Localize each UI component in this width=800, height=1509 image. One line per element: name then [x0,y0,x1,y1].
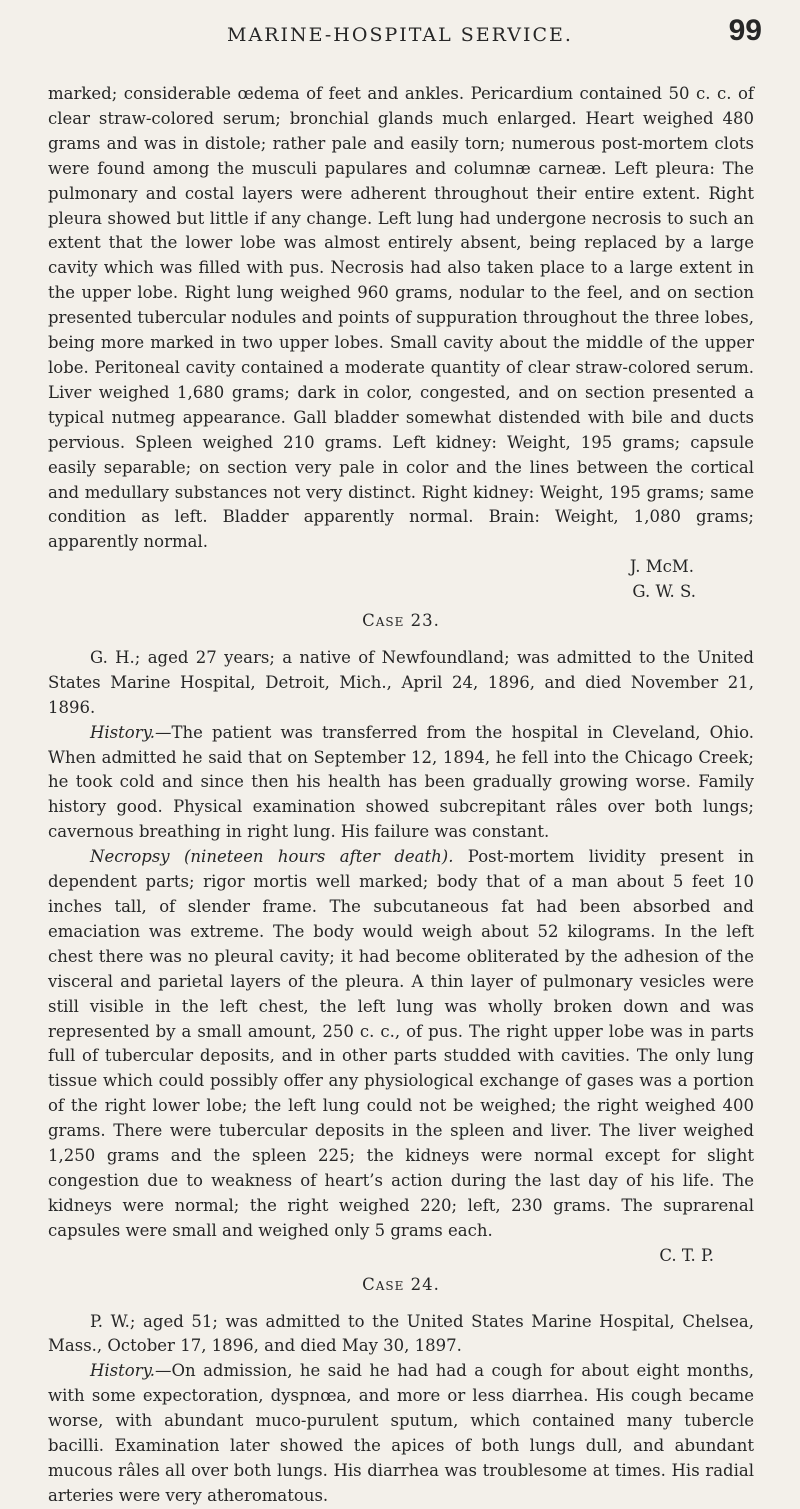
paragraph [48,845,754,1244]
paragraph [48,1359,754,1508]
paragraph-text: Post-mortem lividity present in dependent parts; rigor mortis well marked; body that of a man about 5 feet 10 inches tall, of slender frame. The subcutaneous fat had been absorbed and emaciation was extreme. The body would weigh about 52 kilograms. In the left chest there was no pleural cavity; it had become obliterated by the adhesion of the visceral and parietal layers of the pleura. A thin layer of pulmonary vesicles were still visible in the left chest, the left lung was wholly broken down and was represented by a small amount, 250 c. c., of pus. The right upper lobe was in parts full of tubercular deposits, and in other parts studded with cavities. The only lung tissue which could possibly offer any physiological exchange of gases was a portion of the right lower lobe; the left lung could not be weighed; the right weighed 400 grams. There were tubercular deposits in the spleen and liver. The liver weighed 1,250 grams and the spleen 225; the kidneys were normal except for slight congestion due to weakness of heart’s action during the last day of his life. The kidneys were normal; the right weighed 220; left, 230 grams. The suprarenal capsules were small and weighed only 5 grams each. [48,847,754,1240]
running-header: MARINE-HOSPITAL SERVICE. [227,24,573,46]
paragraph: marked; considerable œdema of feet and ankles. Pericardium contained 50 c. c. of clear straw-colored serum; bronchial glands much enlarged. Heart weighed 480 grams and was in distole; rather pale and easily torn; numerous post-mortem clots were found among the musculi papulares and columnæ carneæ. Left pleura: The pulmonary and costal layers were adherent throughout their entire extent. Right pleura showed but little if any change. Left lung had undergone necrosis to such an extent that the lower lobe was almost entirely absent, being replaced by a large cavity which was filled with pus. Necrosis had also taken place to a large extent in the upper lobe. Right lung weighed 960 grams, nodular to the feel, and on section presented tubercular nodules and points of suppuration throughout the three lobes, being more marked in two upper lobes. Small cavity about the middle of the upper lobe. Peritoneal cavity contained a moderate quantity of clear straw-colored serum. Liver weighed 1,680 grams; dark in color, congested, and on section presented a typical nutmeg appearance. Gall bladder somewhat distended with bile and ducts pervious. Spleen weighed 210 grams. Left kidney: Weight, 195 grams; capsule easily separable; on section very pale in color and the lines between the cortical and medullary substances not very distinct. Right kidney: Weight, 195 grams; same condition as left. Bladder apparently normal. Brain: Weight, 1,080 grams; apparently normal. [48,84,754,552]
paragraph-text: —On admission, he said he had had a cough for about eight months, with some expectoration, dyspnœa, and more or less diarrhea. His cough became worse, with abundant muco-purulent sputum, which contained many tubercle bacilli. Examination later showed the apices of both lungs dull, and abundant mucous râles all over both lungs. His diarrhea was troublesome at times. His radial arteries were very atheromatous. [48,1361,754,1505]
paragraph: P. W.; aged 51; was admitted to the United States Marine Hospital, Chelsea, Mass., October 17, 1896, and died May 30, 1897. [48,1311,754,1356]
section-lead: Necropsy (nineteen hours after death). [90,847,454,867]
signature: C. T. P. [659,1245,714,1265]
paragraph [48,721,754,846]
body-text [48,82,754,1509]
section-lead: History. [90,1361,155,1381]
paragraph-text: —The patient was transferred from the hospital in Cleveland, Ohio. When admitted he said that on September 12, 1894, he fell into the Chicago Creek; he took cold and since then his health has been gradually growing worse. Family history good. Physical examination showed subcrepitant râles over both lungs; cavernous breathing in right lung. His failure was constant. [48,722,754,842]
page-number: 99 [728,14,762,47]
section-lead: History. [90,722,155,742]
signature: G. W. S. [632,582,696,602]
paragraph: G. H.; aged 27 years; a native of Newfoundland; was admitted to the United States Marine Hospital, Detroit, Mich., April 24, 1896, and died November 21, 1896. [48,647,754,717]
case-heading: Case 24. [362,1274,440,1294]
case-heading: Case 23. [362,611,440,631]
signature: J. McM. [629,557,694,577]
